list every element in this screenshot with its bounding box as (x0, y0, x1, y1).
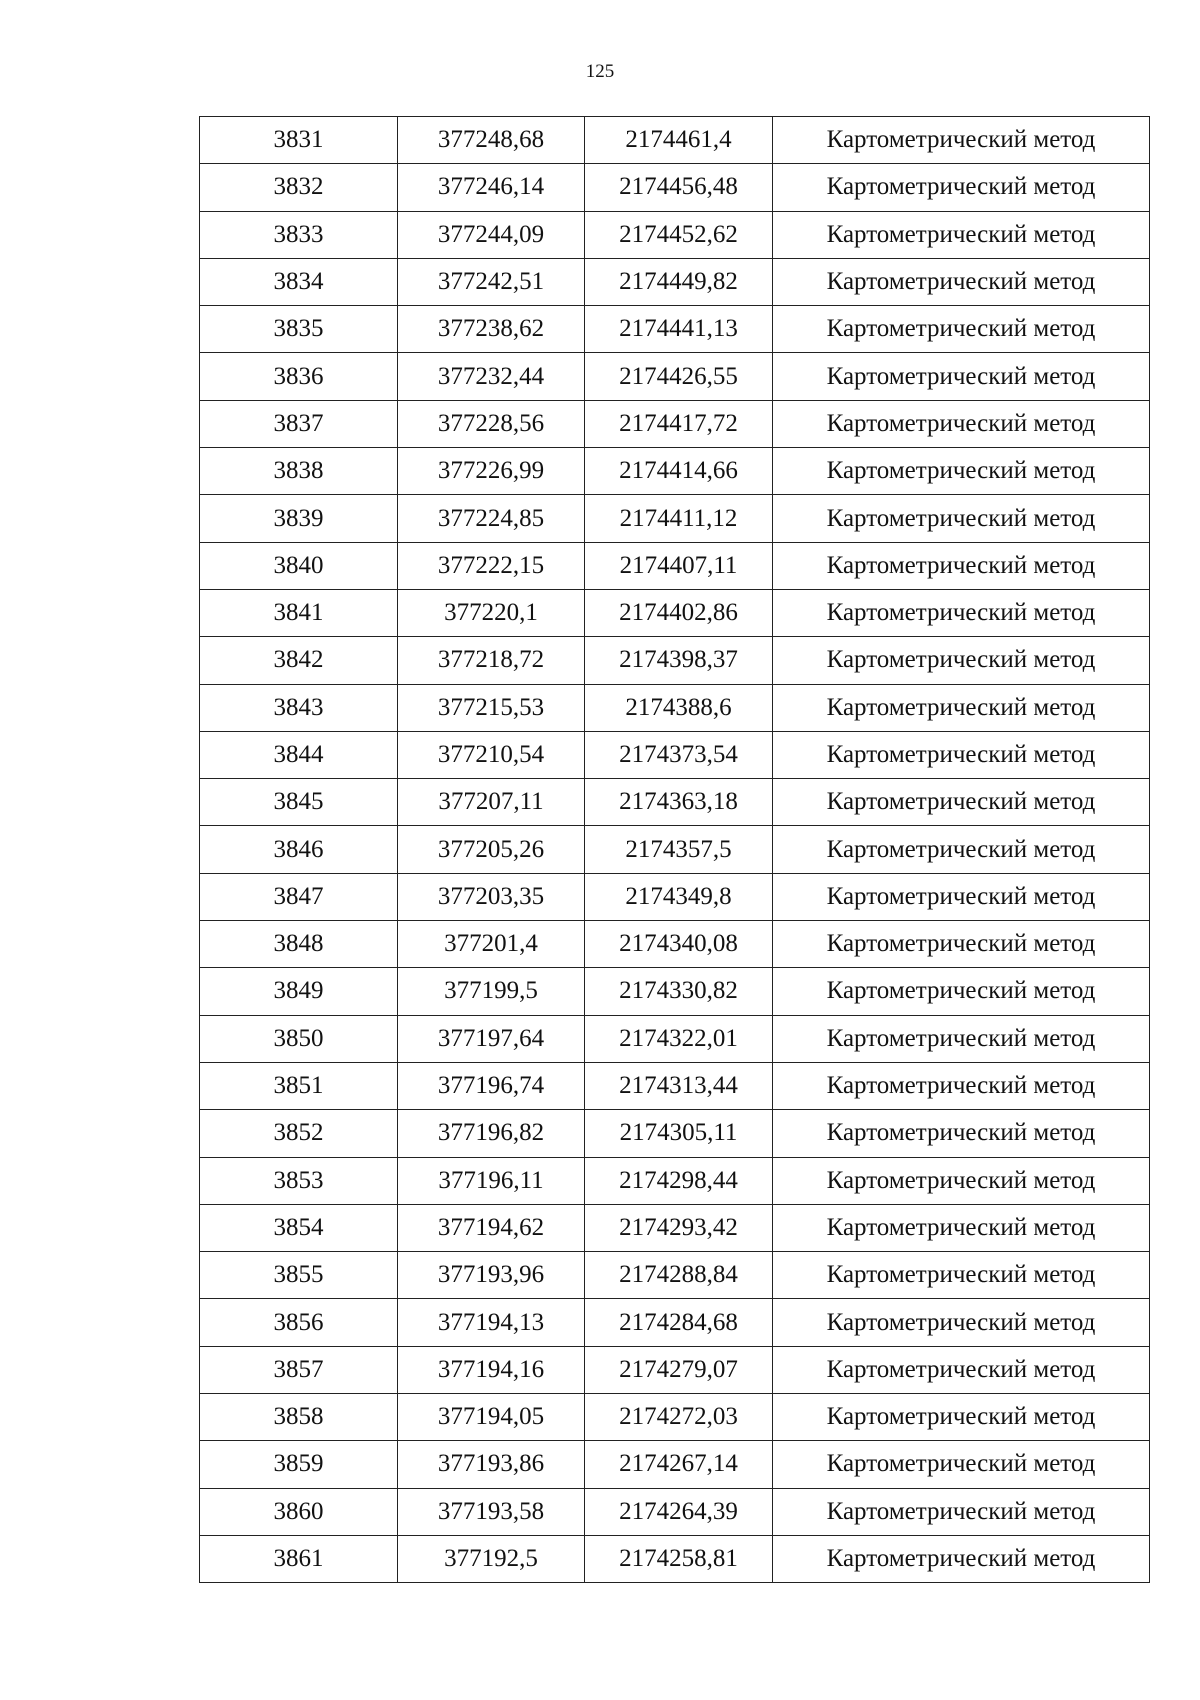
table-row (200, 1299, 1150, 1346)
method-cell: Картометрический метод (773, 542, 1150, 589)
point-number-cell: 3843 (200, 684, 398, 731)
point-number-cell: 3834 (200, 258, 398, 305)
x-coordinate-cell: 377226,99 (398, 448, 585, 495)
y-coordinate-cell: 2174349,8 (585, 873, 773, 920)
x-coordinate-cell: 377192,5 (398, 1535, 585, 1582)
x-coordinate-cell: 377248,68 (398, 117, 585, 164)
y-coordinate-cell: 2174411,12 (585, 495, 773, 542)
table-row (200, 1015, 1150, 1062)
table-row (200, 1157, 1150, 1204)
method-cell: Картометрический метод (773, 589, 1150, 636)
point-number-cell: 3839 (200, 495, 398, 542)
point-number-cell: 3853 (200, 1157, 398, 1204)
y-coordinate-cell: 2174272,03 (585, 1394, 773, 1441)
method-cell: Картометрический метод (773, 211, 1150, 258)
table-row (200, 921, 1150, 968)
point-number-cell: 3848 (200, 921, 398, 968)
x-coordinate-cell: 377201,4 (398, 921, 585, 968)
y-coordinate-cell: 2174373,54 (585, 731, 773, 778)
table-row (200, 258, 1150, 305)
table-row (200, 400, 1150, 447)
method-cell: Картометрический метод (773, 731, 1150, 778)
x-coordinate-cell: 377193,58 (398, 1488, 585, 1535)
x-coordinate-cell: 377222,15 (398, 542, 585, 589)
method-cell: Картометрический метод (773, 1204, 1150, 1251)
table-row (200, 1062, 1150, 1109)
x-coordinate-cell: 377194,16 (398, 1346, 585, 1393)
y-coordinate-cell: 2174357,5 (585, 826, 773, 873)
point-number-cell: 3845 (200, 779, 398, 826)
y-coordinate-cell: 2174449,82 (585, 258, 773, 305)
y-coordinate-cell: 2174461,4 (585, 117, 773, 164)
y-coordinate-cell: 2174417,72 (585, 400, 773, 447)
x-coordinate-cell: 377193,96 (398, 1252, 585, 1299)
point-number-cell: 3836 (200, 353, 398, 400)
y-coordinate-cell: 2174267,14 (585, 1441, 773, 1488)
y-coordinate-cell: 2174407,11 (585, 542, 773, 589)
point-number-cell: 3840 (200, 542, 398, 589)
table-row (200, 542, 1150, 589)
method-cell: Картометрический метод (773, 1535, 1150, 1582)
table-row (200, 1394, 1150, 1441)
y-coordinate-cell: 2174264,39 (585, 1488, 773, 1535)
table-row (200, 826, 1150, 873)
table-row (200, 1204, 1150, 1251)
x-coordinate-cell: 377194,05 (398, 1394, 585, 1441)
point-number-cell: 3842 (200, 637, 398, 684)
y-coordinate-cell: 2174284,68 (585, 1299, 773, 1346)
y-coordinate-cell: 2174456,48 (585, 164, 773, 211)
method-cell: Картометрический метод (773, 684, 1150, 731)
y-coordinate-cell: 2174313,44 (585, 1062, 773, 1109)
table-row (200, 684, 1150, 731)
method-cell: Картометрический метод (773, 1346, 1150, 1393)
method-cell: Картометрический метод (773, 968, 1150, 1015)
x-coordinate-cell: 377238,62 (398, 306, 585, 353)
table-row (200, 1110, 1150, 1157)
y-coordinate-cell: 2174363,18 (585, 779, 773, 826)
table-row (200, 731, 1150, 778)
table-row (200, 306, 1150, 353)
method-cell: Картометрический метод (773, 1015, 1150, 1062)
page-number: 125 (585, 61, 615, 82)
point-number-cell: 3833 (200, 211, 398, 258)
method-cell: Картометрический метод (773, 495, 1150, 542)
y-coordinate-cell: 2174288,84 (585, 1252, 773, 1299)
point-number-cell: 3847 (200, 873, 398, 920)
point-number-cell: 3851 (200, 1062, 398, 1109)
y-coordinate-cell: 2174452,62 (585, 211, 773, 258)
point-number-cell: 3846 (200, 826, 398, 873)
point-number-cell: 3854 (200, 1204, 398, 1251)
point-number-cell: 3850 (200, 1015, 398, 1062)
point-number-cell: 3831 (200, 117, 398, 164)
method-cell: Картометрический метод (773, 637, 1150, 684)
x-coordinate-cell: 377196,74 (398, 1062, 585, 1109)
x-coordinate-cell: 377196,11 (398, 1157, 585, 1204)
table-row (200, 1488, 1150, 1535)
method-cell: Картометрический метод (773, 1299, 1150, 1346)
table-row (200, 779, 1150, 826)
x-coordinate-cell: 377228,56 (398, 400, 585, 447)
x-coordinate-cell: 377194,13 (398, 1299, 585, 1346)
table-row (200, 1252, 1150, 1299)
method-cell: Картометрический метод (773, 873, 1150, 920)
method-cell: Картометрический метод (773, 921, 1150, 968)
y-coordinate-cell: 2174398,37 (585, 637, 773, 684)
y-coordinate-cell: 2174258,81 (585, 1535, 773, 1582)
table-row (200, 589, 1150, 636)
method-cell: Картометрический метод (773, 1157, 1150, 1204)
x-coordinate-cell: 377203,35 (398, 873, 585, 920)
point-number-cell: 3838 (200, 448, 398, 495)
method-cell: Картометрический метод (773, 258, 1150, 305)
point-number-cell: 3855 (200, 1252, 398, 1299)
point-number-cell: 3857 (200, 1346, 398, 1393)
table-row (200, 1346, 1150, 1393)
x-coordinate-cell: 377196,82 (398, 1110, 585, 1157)
table-row (200, 353, 1150, 400)
point-number-cell: 3832 (200, 164, 398, 211)
x-coordinate-cell: 377242,51 (398, 258, 585, 305)
point-number-cell: 3841 (200, 589, 398, 636)
table-row (200, 968, 1150, 1015)
y-coordinate-cell: 2174279,07 (585, 1346, 773, 1393)
method-cell: Картометрический метод (773, 400, 1150, 447)
method-cell: Картометрический метод (773, 1488, 1150, 1535)
x-coordinate-cell: 377205,26 (398, 826, 585, 873)
method-cell: Картометрический метод (773, 1394, 1150, 1441)
x-coordinate-cell: 377246,14 (398, 164, 585, 211)
y-coordinate-cell: 2174298,44 (585, 1157, 773, 1204)
point-number-cell: 3859 (200, 1441, 398, 1488)
point-number-cell: 3844 (200, 731, 398, 778)
method-cell: Картометрический метод (773, 1441, 1150, 1488)
x-coordinate-cell: 377232,44 (398, 353, 585, 400)
x-coordinate-cell: 377207,11 (398, 779, 585, 826)
method-cell: Картометрический метод (773, 448, 1150, 495)
point-number-cell: 3835 (200, 306, 398, 353)
x-coordinate-cell: 377215,53 (398, 684, 585, 731)
y-coordinate-cell: 2174414,66 (585, 448, 773, 495)
method-cell: Картометрический метод (773, 306, 1150, 353)
x-coordinate-cell: 377224,85 (398, 495, 585, 542)
x-coordinate-cell: 377220,1 (398, 589, 585, 636)
point-number-cell: 3858 (200, 1394, 398, 1441)
method-cell: Картометрический метод (773, 117, 1150, 164)
x-coordinate-cell: 377218,72 (398, 637, 585, 684)
y-coordinate-cell: 2174305,11 (585, 1110, 773, 1157)
y-coordinate-cell: 2174293,42 (585, 1204, 773, 1251)
point-number-cell: 3861 (200, 1535, 398, 1582)
y-coordinate-cell: 2174330,82 (585, 968, 773, 1015)
method-cell: Картометрический метод (773, 1062, 1150, 1109)
y-coordinate-cell: 2174388,6 (585, 684, 773, 731)
table-row (200, 873, 1150, 920)
table-row (200, 164, 1150, 211)
y-coordinate-cell: 2174322,01 (585, 1015, 773, 1062)
coordinates-table (199, 116, 1150, 1583)
method-cell: Картометрический метод (773, 826, 1150, 873)
method-cell: Картометрический метод (773, 1252, 1150, 1299)
coordinates-table-body (200, 117, 1150, 1583)
method-cell: Картометрический метод (773, 353, 1150, 400)
point-number-cell: 3852 (200, 1110, 398, 1157)
point-number-cell: 3856 (200, 1299, 398, 1346)
x-coordinate-cell: 377197,64 (398, 1015, 585, 1062)
point-number-cell: 3837 (200, 400, 398, 447)
y-coordinate-cell: 2174441,13 (585, 306, 773, 353)
x-coordinate-cell: 377199,5 (398, 968, 585, 1015)
point-number-cell: 3849 (200, 968, 398, 1015)
table-row (200, 117, 1150, 164)
table-row (200, 211, 1150, 258)
x-coordinate-cell: 377194,62 (398, 1204, 585, 1251)
x-coordinate-cell: 377210,54 (398, 731, 585, 778)
table-row (200, 495, 1150, 542)
table-row (200, 1535, 1150, 1582)
x-coordinate-cell: 377193,86 (398, 1441, 585, 1488)
y-coordinate-cell: 2174402,86 (585, 589, 773, 636)
x-coordinate-cell: 377244,09 (398, 211, 585, 258)
point-number-cell: 3860 (200, 1488, 398, 1535)
table-row (200, 637, 1150, 684)
method-cell: Картометрический метод (773, 779, 1150, 826)
method-cell: Картометрический метод (773, 164, 1150, 211)
y-coordinate-cell: 2174340,08 (585, 921, 773, 968)
method-cell: Картометрический метод (773, 1110, 1150, 1157)
table-row (200, 448, 1150, 495)
table-row (200, 1441, 1150, 1488)
y-coordinate-cell: 2174426,55 (585, 353, 773, 400)
